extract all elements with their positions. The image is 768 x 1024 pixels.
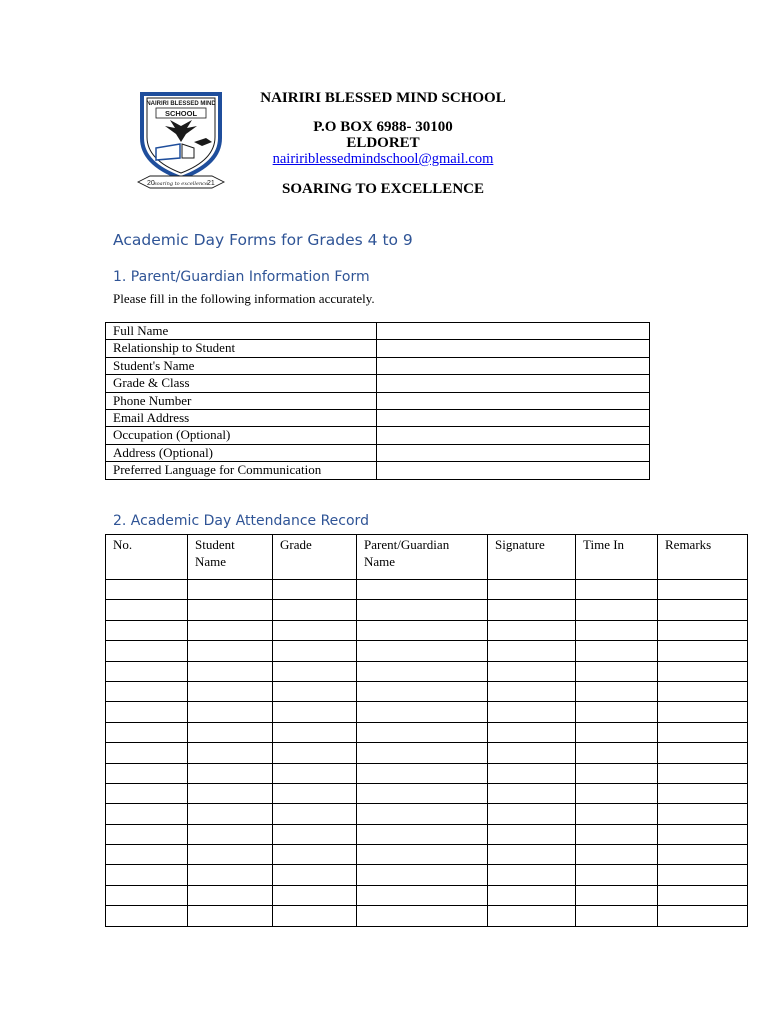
- attendance-cell[interactable]: [658, 804, 748, 824]
- attendance-cell[interactable]: [488, 743, 576, 763]
- attendance-cell[interactable]: [357, 641, 488, 661]
- attendance-cell[interactable]: [106, 865, 188, 885]
- attendance-cell[interactable]: [488, 641, 576, 661]
- attendance-cell[interactable]: [273, 865, 357, 885]
- attendance-cell[interactable]: [106, 600, 188, 620]
- attendance-cell[interactable]: [488, 600, 576, 620]
- attendance-cell[interactable]: [273, 783, 357, 803]
- attendance-cell[interactable]: [576, 743, 658, 763]
- logo-year-left: 20: [147, 180, 155, 187]
- info-row: [106, 375, 650, 392]
- attendance-cell[interactable]: [576, 722, 658, 742]
- attendance-cell[interactable]: [106, 906, 188, 926]
- attendance-cell[interactable]: [357, 580, 488, 600]
- attendance-row: [106, 641, 748, 661]
- attendance-cell[interactable]: [188, 783, 273, 803]
- attendance-cell[interactable]: [576, 906, 658, 926]
- attendance-row: [106, 661, 748, 681]
- info-field-label: Address (Optional): [106, 444, 377, 461]
- attendance-cell[interactable]: [273, 641, 357, 661]
- attendance-row: [106, 804, 748, 824]
- attendance-row: [106, 722, 748, 742]
- attendance-cell[interactable]: [273, 885, 357, 905]
- attendance-cell[interactable]: [658, 845, 748, 865]
- attendance-row: [106, 845, 748, 865]
- attendance-cell[interactable]: [188, 641, 273, 661]
- school-email-link[interactable]: naiririblessedmindschool@gmail.com: [272, 151, 494, 167]
- attendance-cell[interactable]: [188, 743, 273, 763]
- attendance-cell[interactable]: [106, 885, 188, 905]
- attendance-column-header: Student Name: [188, 535, 273, 580]
- attendance-cell[interactable]: [357, 722, 488, 742]
- attendance-cell[interactable]: [273, 722, 357, 742]
- attendance-cell[interactable]: [357, 661, 488, 681]
- attendance-cell[interactable]: [658, 580, 748, 600]
- attendance-cell[interactable]: [273, 702, 357, 722]
- info-field-value[interactable]: [377, 357, 650, 374]
- attendance-row: [106, 824, 748, 844]
- info-field-value[interactable]: [377, 340, 650, 357]
- attendance-cell[interactable]: [273, 661, 357, 681]
- attendance-cell[interactable]: [106, 722, 188, 742]
- attendance-cell[interactable]: [658, 763, 748, 783]
- attendance-cell[interactable]: [576, 661, 658, 681]
- school-motto: SOARING TO EXCELLENCE: [281, 181, 484, 197]
- attendance-cell[interactable]: [658, 600, 748, 620]
- attendance-cell[interactable]: [273, 600, 357, 620]
- attendance-cell[interactable]: [658, 885, 748, 905]
- section1-instructions: Please fill in the following information accurately.: [113, 291, 375, 306]
- attendance-cell[interactable]: [658, 641, 748, 661]
- info-field-value[interactable]: [377, 409, 650, 426]
- attendance-cell[interactable]: [658, 865, 748, 885]
- info-row: [106, 357, 650, 374]
- info-field-value[interactable]: [377, 462, 650, 479]
- attendance-cell[interactable]: [188, 722, 273, 742]
- attendance-cell[interactable]: [576, 845, 658, 865]
- attendance-cell[interactable]: [576, 620, 658, 640]
- attendance-cell[interactable]: [658, 722, 748, 742]
- attendance-row: [106, 681, 748, 701]
- info-field-label: Grade & Class: [106, 375, 377, 392]
- attendance-cell[interactable]: [658, 783, 748, 803]
- attendance-row: [106, 763, 748, 783]
- attendance-cell[interactable]: [106, 783, 188, 803]
- attendance-cell[interactable]: [576, 641, 658, 661]
- attendance-row: [106, 885, 748, 905]
- attendance-column-header: Signature: [488, 535, 576, 580]
- attendance-cell[interactable]: [658, 681, 748, 701]
- attendance-cell[interactable]: [106, 743, 188, 763]
- attendance-cell[interactable]: [273, 906, 357, 926]
- attendance-cell[interactable]: [188, 804, 273, 824]
- attendance-cell[interactable]: [273, 580, 357, 600]
- attendance-cell[interactable]: [488, 702, 576, 722]
- attendance-cell[interactable]: [576, 702, 658, 722]
- attendance-cell[interactable]: [188, 661, 273, 681]
- attendance-cell[interactable]: [188, 702, 273, 722]
- town: ELDORET: [346, 135, 420, 151]
- attendance-cell[interactable]: [357, 702, 488, 722]
- attendance-cell[interactable]: [658, 743, 748, 763]
- attendance-row: [106, 906, 748, 926]
- attendance-cell[interactable]: [488, 885, 576, 905]
- attendance-cell[interactable]: [488, 845, 576, 865]
- attendance-cell[interactable]: [106, 580, 188, 600]
- info-field-value[interactable]: [377, 323, 650, 340]
- attendance-cell[interactable]: [357, 600, 488, 620]
- attendance-cell[interactable]: [106, 804, 188, 824]
- attendance-cell[interactable]: [488, 824, 576, 844]
- info-row: [106, 462, 650, 479]
- info-field-label: Relationship to Student: [106, 340, 377, 357]
- school-crest-icon: [132, 90, 230, 194]
- attendance-cell[interactable]: [488, 722, 576, 742]
- attendance-row: [106, 743, 748, 763]
- postal-address: P.O BOX 6988- 30100: [313, 119, 453, 135]
- info-row: [106, 392, 650, 409]
- attendance-cell[interactable]: [576, 824, 658, 844]
- attendance-cell[interactable]: [357, 865, 488, 885]
- attendance-cell[interactable]: [488, 804, 576, 824]
- attendance-table: [105, 534, 748, 927]
- attendance-cell[interactable]: [188, 906, 273, 926]
- attendance-cell[interactable]: [658, 661, 748, 681]
- attendance-cell[interactable]: [188, 824, 273, 844]
- attendance-cell[interactable]: [273, 743, 357, 763]
- attendance-cell[interactable]: [658, 824, 748, 844]
- info-field-label: Occupation (Optional): [106, 427, 377, 444]
- attendance-cell[interactable]: [576, 885, 658, 905]
- attendance-cell[interactable]: [188, 885, 273, 905]
- section2-heading: 2. Academic Day Attendance Record: [113, 513, 369, 529]
- attendance-cell[interactable]: [106, 763, 188, 783]
- attendance-column-header: Time In: [576, 535, 658, 580]
- attendance-row: [106, 600, 748, 620]
- attendance-cell[interactable]: [357, 824, 488, 844]
- attendance-cell[interactable]: [106, 702, 188, 722]
- attendance-cell[interactable]: [357, 885, 488, 905]
- attendance-cell[interactable]: [273, 845, 357, 865]
- logo-motto-ribbon: soaring to excellence: [154, 181, 208, 187]
- info-field-label: Full Name: [106, 323, 377, 340]
- attendance-cell[interactable]: [106, 661, 188, 681]
- attendance-cell[interactable]: [488, 763, 576, 783]
- attendance-cell[interactable]: [106, 845, 188, 865]
- attendance-column-header: Remarks: [658, 535, 748, 580]
- info-field-value[interactable]: [377, 375, 650, 392]
- attendance-cell[interactable]: [273, 824, 357, 844]
- document-title: Academic Day Forms for Grades 4 to 9: [113, 231, 413, 249]
- attendance-cell[interactable]: [106, 681, 188, 701]
- logo-top-text: NAIRIRI BLESSED MIND: [146, 101, 216, 107]
- logo-year-right: 21: [207, 180, 215, 187]
- attendance-cell[interactable]: [488, 906, 576, 926]
- attendance-cell[interactable]: [357, 743, 488, 763]
- attendance-cell[interactable]: [488, 620, 576, 640]
- attendance-cell[interactable]: [576, 763, 658, 783]
- attendance-cell[interactable]: [273, 763, 357, 783]
- attendance-cell[interactable]: [658, 620, 748, 640]
- attendance-cell[interactable]: [576, 681, 658, 701]
- logo-banner-text: SCHOOL: [164, 109, 198, 118]
- attendance-cell[interactable]: [357, 783, 488, 803]
- attendance-cell[interactable]: [357, 906, 488, 926]
- section1-heading: 1. Parent/Guardian Information Form: [113, 269, 370, 285]
- attendance-cell[interactable]: [357, 763, 488, 783]
- attendance-cell[interactable]: [357, 845, 488, 865]
- attendance-cell[interactable]: [188, 865, 273, 885]
- attendance-cell[interactable]: [188, 681, 273, 701]
- attendance-cell[interactable]: [188, 763, 273, 783]
- attendance-cell[interactable]: [357, 620, 488, 640]
- attendance-column-header: Grade: [273, 535, 357, 580]
- attendance-row: [106, 783, 748, 803]
- parent-info-table: [105, 322, 650, 480]
- info-row: [106, 340, 650, 357]
- attendance-cell[interactable]: [488, 661, 576, 681]
- attendance-header-row: [106, 535, 748, 580]
- attendance-row: [106, 620, 748, 640]
- attendance-cell[interactable]: [273, 681, 357, 701]
- attendance-cell[interactable]: [106, 824, 188, 844]
- attendance-column-header: No.: [106, 535, 188, 580]
- attendance-cell[interactable]: [488, 580, 576, 600]
- attendance-cell[interactable]: [576, 804, 658, 824]
- attendance-cell[interactable]: [273, 620, 357, 640]
- attendance-cell[interactable]: [106, 641, 188, 661]
- info-field-value[interactable]: [377, 444, 650, 461]
- attendance-cell[interactable]: [357, 804, 488, 824]
- info-field-label: Email Address: [106, 409, 377, 426]
- info-row: [106, 323, 650, 340]
- attendance-cell[interactable]: [576, 600, 658, 620]
- attendance-cell[interactable]: [576, 865, 658, 885]
- attendance-row: [106, 702, 748, 722]
- attendance-row: [106, 865, 748, 885]
- info-row: [106, 409, 650, 426]
- attendance-cell[interactable]: [658, 906, 748, 926]
- attendance-cell[interactable]: [273, 804, 357, 824]
- attendance-cell[interactable]: [576, 580, 658, 600]
- attendance-cell[interactable]: [658, 702, 748, 722]
- attendance-cell[interactable]: [188, 600, 273, 620]
- attendance-column-header: Parent/Guardian Name: [357, 535, 488, 580]
- info-field-label: Preferred Language for Communication: [106, 462, 377, 479]
- school-logo: [132, 90, 230, 194]
- attendance-cell[interactable]: [488, 865, 576, 885]
- info-field-label: Phone Number: [106, 392, 377, 409]
- attendance-cell[interactable]: [106, 620, 188, 640]
- attendance-cell[interactable]: [188, 845, 273, 865]
- school-name: NAIRIRI BLESSED MIND SCHOOL: [260, 90, 506, 106]
- info-field-value[interactable]: [377, 392, 650, 409]
- attendance-cell[interactable]: [488, 681, 576, 701]
- attendance-cell[interactable]: [488, 783, 576, 803]
- info-row: [106, 427, 650, 444]
- attendance-cell[interactable]: [188, 620, 273, 640]
- info-field-value[interactable]: [377, 427, 650, 444]
- info-row: [106, 444, 650, 461]
- attendance-cell[interactable]: [357, 681, 488, 701]
- attendance-cell[interactable]: [576, 783, 658, 803]
- attendance-row: [106, 580, 748, 600]
- info-field-label: Student's Name: [106, 357, 377, 374]
- attendance-cell[interactable]: [188, 580, 273, 600]
